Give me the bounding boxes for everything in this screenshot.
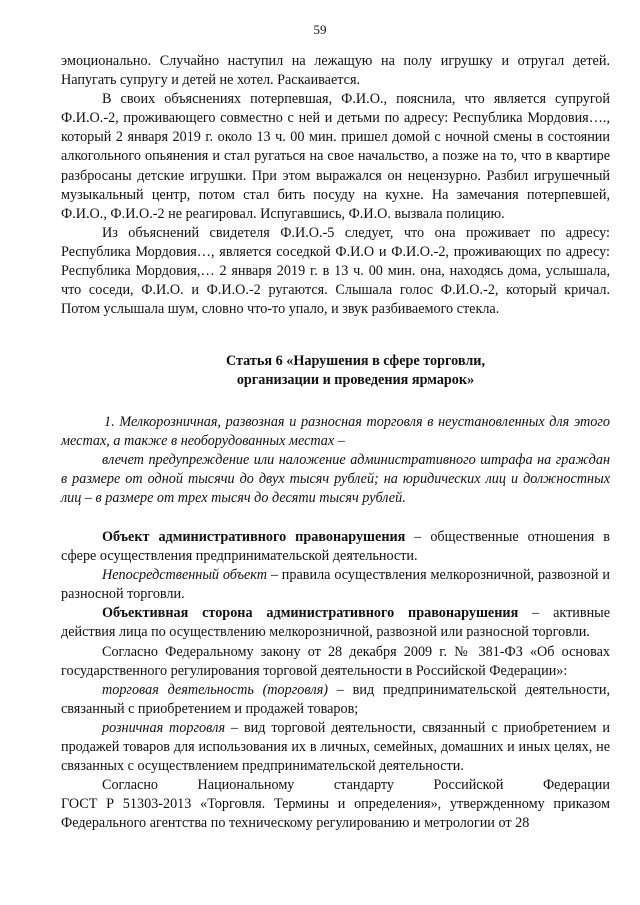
paragraph-continuation: эмоционально. Случайно наступил на лежащую на полу игрушку и отругал детей. Напугать супругу и детей не хотел. Раскаивается. [61,53,610,89]
article-title-line-1: Статья 6 «Нарушения в сфере торговли, [225,353,486,370]
gost-word: Российской [433,777,504,794]
gost-first-line [61,776,610,795]
paragraph-victim-statement: В своих объяснениях потерпевшая, Ф.И.О., пояснила, что является супругой Ф.И.О.-2, проживающего совместно с ней и детьми по адресу: Республика Мордовия…., который 2 января 2019 г. около 13 ч. 00 мин. пришел домой с ночной смены в состоянии алкогольного опьянения и стал ругаться на свое начальство, а позже на то, что в квартире разбросаны детские игрушки. При этом выражался он нецензурно. Разбил игрушечный музыкальный центр, потом стал бить посуду на кухне. На замечания потерпевшей, Ф.И.О., Ф.И.О.-2 не реагировал. Испугавшись, Ф.И.О. вызвала полицию. [61,91,610,222]
gost-word: Федерации [542,777,610,794]
objective-side-text: – активные действия лица по осуществлению мелкорозничной, развозной или разносной торговли. [61,605,610,641]
paragraph-gost-reference: ГОСТ Р 51303-2013 «Торговля. Термины и определения», утвержденному приказом Федерального агентства по техническому регулированию и метрологии от 28 [61,796,610,832]
retail-definition: – вид торговой деятельности, связанный с приобретением и продажей товаров для использования их в личных, семейных, домашних и иных целях, не связанных с осуществлением предпринимательской деятельности. [61,719,610,775]
article-title-line-2: организации и проведения ярмарок» [236,372,475,389]
gost-word: Согласно [102,777,159,794]
object-label: Объект административного правонарушения [102,528,406,545]
paragraph-law-reference: Согласно Федеральному закону от 28 декабря 2009 г. № 381-ФЗ «Об основах государственного регулирования торговой деятельности в Российской Федерации»: [61,643,610,679]
article-text [61,413,610,508]
paragraph-direct-object [61,566,610,604]
paragraph-trade-definition [61,681,610,719]
paragraph-retail-definition [61,719,610,776]
retail-term: розничная торговля [102,719,226,736]
article-text-part-1: 1. Мелкорозничная, развозная и разносная торговля в неустановленных для этого местах, а также в необорудованных местах – [61,413,610,449]
direct-object-text: – правила осуществления мелкорозничной, развозной и разносной торговли. [61,567,610,603]
page-number: 59 [313,22,327,37]
article-heading [61,352,610,390]
document-body [61,52,610,833]
gost-word: Национальному [197,777,295,794]
object-text: – общественные отношения в сфере осуществления предпринимательской деятельности. [61,528,610,565]
trade-term: торговая деятельность (торговля) [102,681,329,698]
paragraph-witness-statement: Из объяснений свидетеля Ф.И.О.-5 следует, что она проживает по адресу: Республика Мордовия…, является соседкой Ф.И.О и Ф.И.О.-2, проживающих по адресу: Республика Мордовия,… 2 января 2019 г. в 13 ч. 00 мин. она, находясь дома, услышала, что соседи, Ф.И.О. и Ф.И.О.-2 ругаются. Слышала голос Ф.И.О.-2, который кричал. Потом услышала шум, словно что-то упало, и звук разбиваемого стекла. [61,224,610,318]
article-text-part-2: влечет предупреждение или наложение административного штрафа на граждан в размере от одной тысячи до двух тысяч рублей; на юридических лиц и должностных лиц – в размере от трех тысяч до десяти тысяч рублей. [61,451,610,506]
direct-object-label: Непосредственный объект [102,567,267,584]
paragraph-object [61,528,610,566]
objective-side-label: Объективная сторона административного правонарушения [102,605,519,622]
gost-word: стандарту [333,777,395,794]
paragraph-objective-side [61,604,610,642]
trade-definition: – вид предпринимательской деятельности, связанный с приобретением и продажей товаров; [61,681,610,717]
